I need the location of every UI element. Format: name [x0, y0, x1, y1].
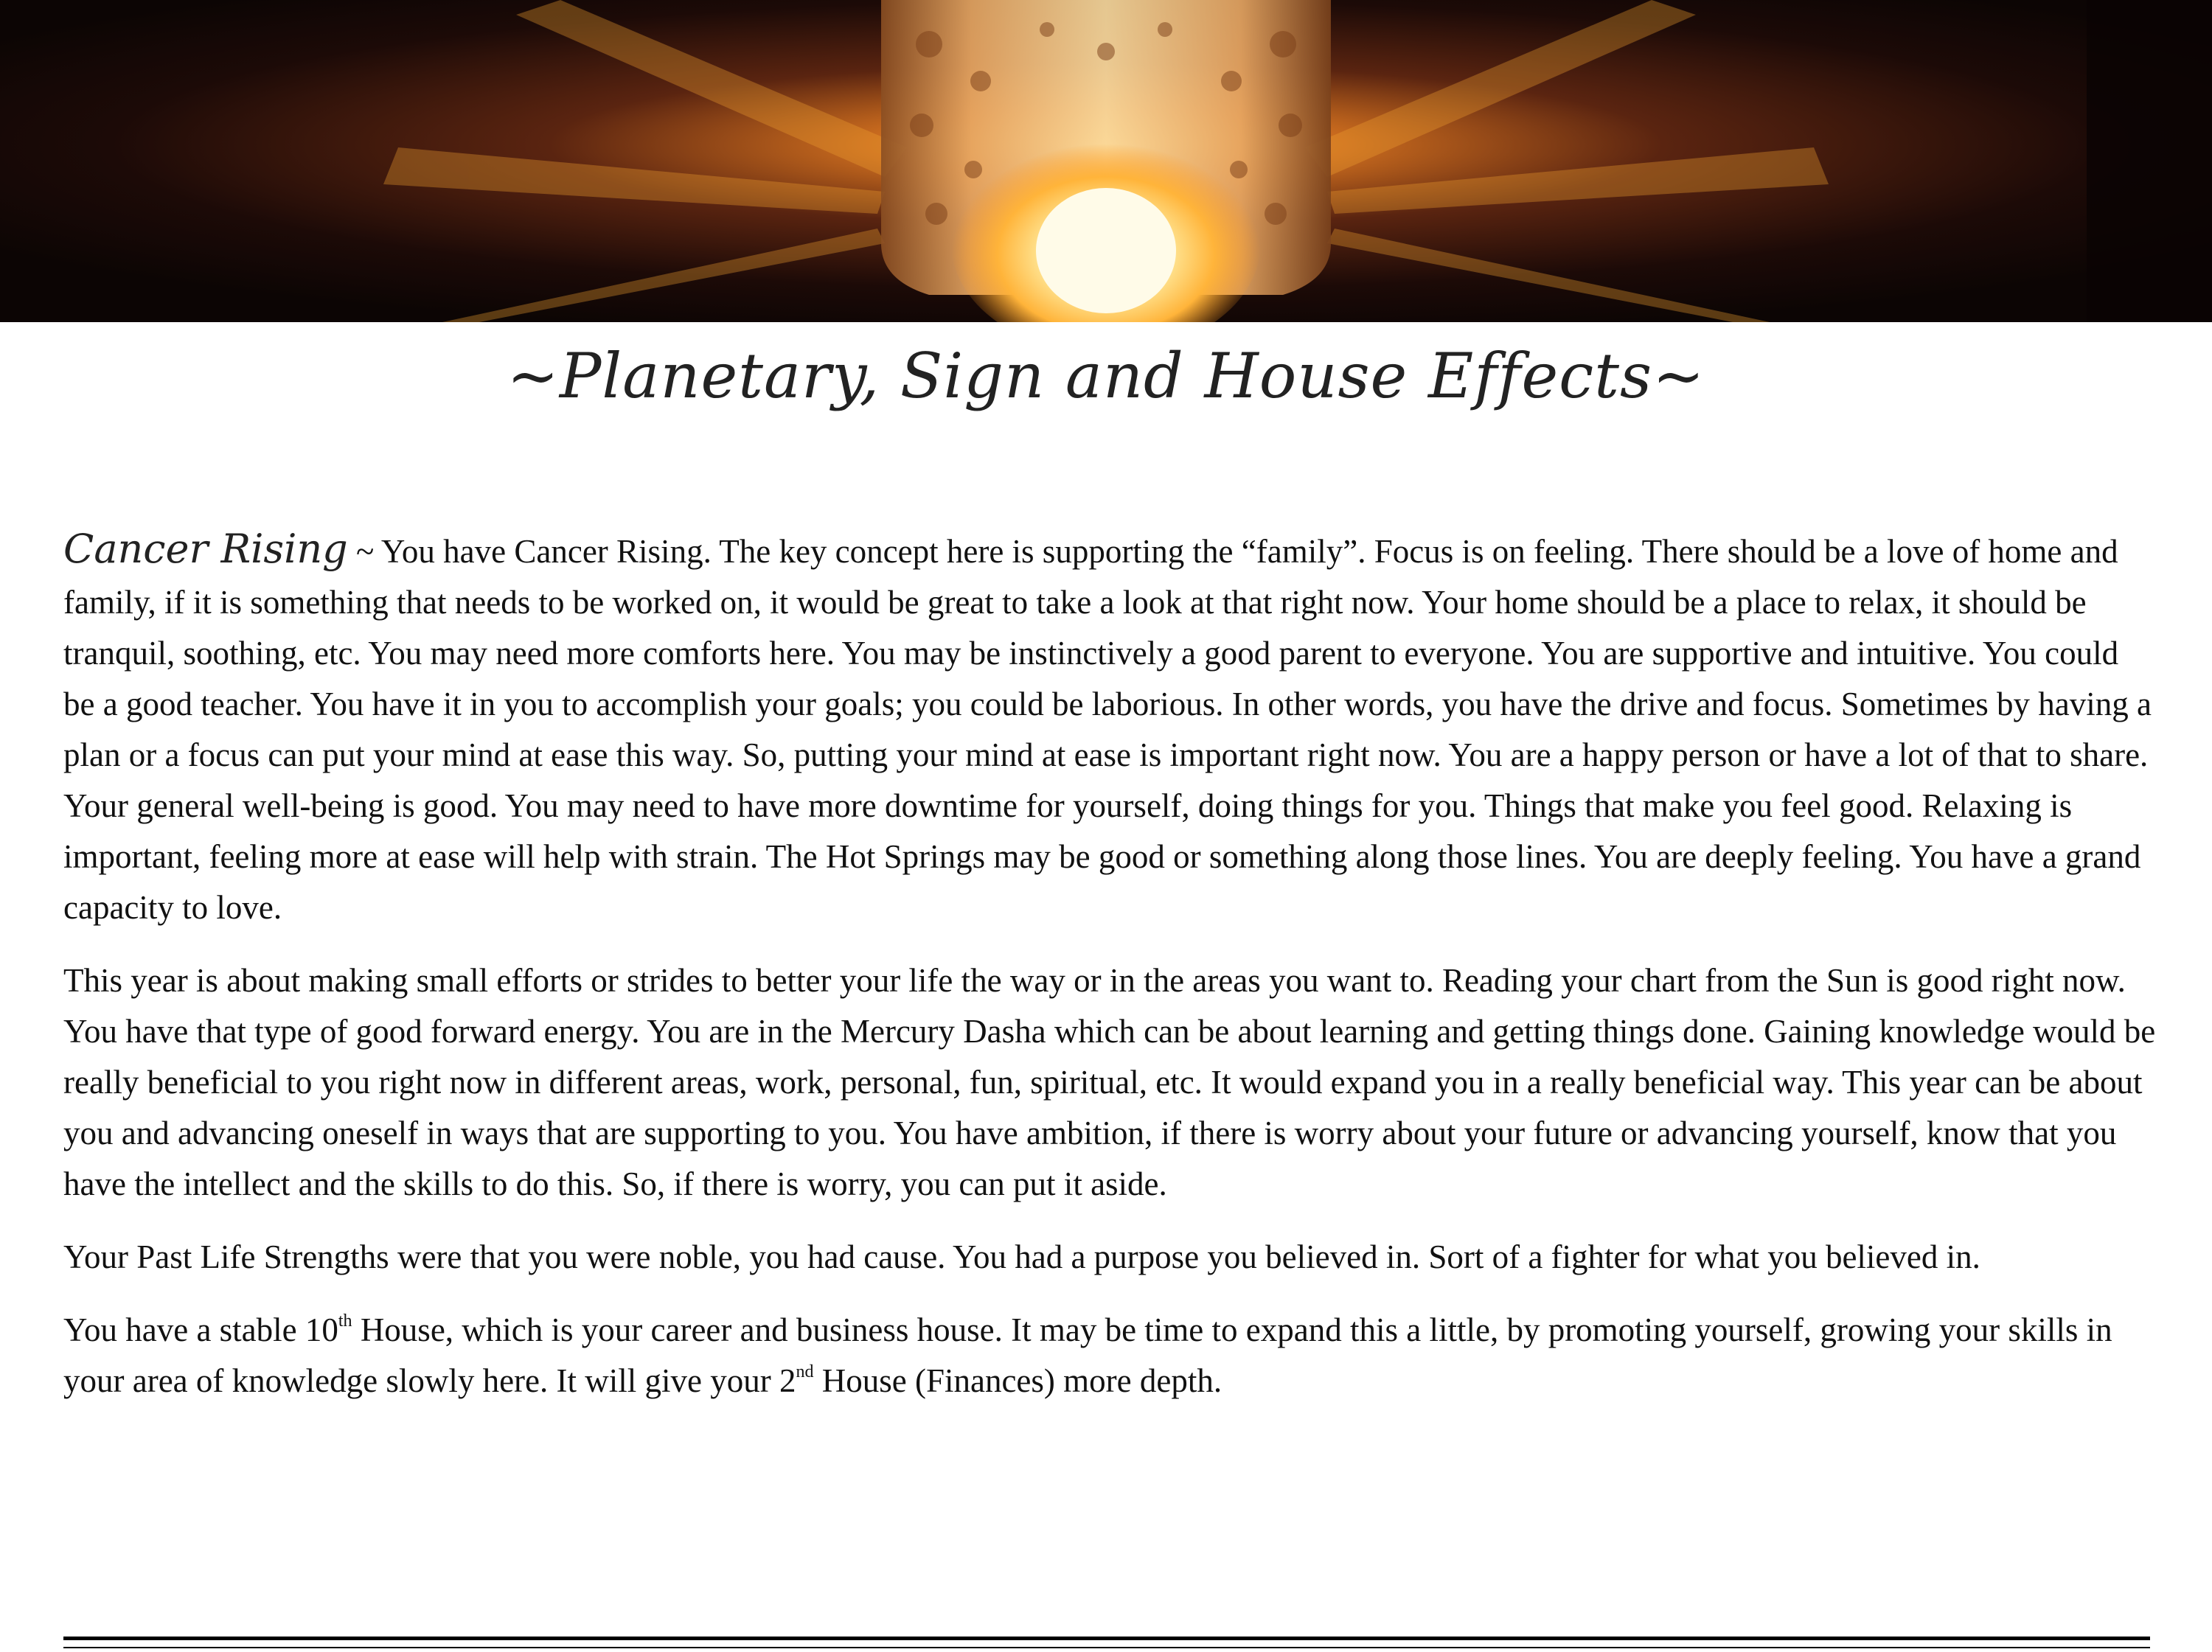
paragraph-text: You have Cancer Rising. The key concept here is supporting the “family”. Focus is on feeling. There should be a love of home and family, if it is something that needs to be worked on, it would be great to take a look at that right now. Your home should be a place to relax, it should be tranquil, soothing, etc. You may need more comforts here. You may be instinctively a good parent to everyone. You are supportive and intuitive. You could be a good teacher. You have it in you to accomplish your goals; you could be laborious. In other words, you have the drive and focus. Sometimes by having a plan or a focus can put your mind at ease this way. So, putting your mind at ease is important right now. You are a happy person or have a lot of that to share. Your general well-being is good. You may need to have more downtime for yourself, doing things for you. Things that make you feel good. Relaxing is important, feeling more at ease will help with strain. The Hot Springs may be good or something along those lines. You are deeply feeling. You have a grand capacity to love.	[63, 533, 2152, 926]
paragraph-past-life: Your Past Life Strengths were that you were noble, you had cause. You had a purpose you believed in. Sort of a fighter for what you believed in.	[63, 1238, 1980, 1275]
candle-lantern-banner-image	[0, 0, 2212, 322]
footer-rule-thin	[63, 1647, 2150, 1648]
document-body	[63, 523, 2157, 1429]
ordinal-suffix: nd	[796, 1362, 814, 1381]
page-title: ~Planetary, Sign and House Effects~	[507, 340, 1705, 412]
paragraph-this-year: This year is about making small efforts or strides to better your life the way or in the areas you want to. Reading your chart from the Sun is good right now. You have that type of good forward energy. You are in the Mercury Dasha which can be about learning and getting things done. Gaining knowledge would be really beneficial to you right now in different areas, work, personal, fun, spiritual, etc. It would expand you in a really beneficial way. This year can be about you and advancing oneself in ways that are supporting to you. You have ambition, if there is worry about your future or advancing yourself, know that you have the intellect and the skills to do this. So, if there is worry, you can put it aside.	[63, 962, 2156, 1202]
ordinal-suffix: th	[338, 1311, 352, 1331]
paragraph-text: House (Finances) more depth.	[813, 1362, 1222, 1399]
heading-separator: ~	[347, 533, 381, 570]
footer-rule-thick	[63, 1637, 2150, 1640]
paragraph-text: You have a stable 10	[63, 1311, 338, 1348]
section-heading-cancer-rising: Cancer Rising	[63, 526, 348, 572]
paragraph-text: House, which is your career and business house. It may be time to expand this a little, by promoting yourself, growing your skills in your area of knowledge slowly here. It will give your 2	[63, 1311, 2112, 1399]
paragraph-tenth-house	[63, 1305, 2157, 1407]
paragraph-cancer-rising	[63, 523, 2157, 933]
